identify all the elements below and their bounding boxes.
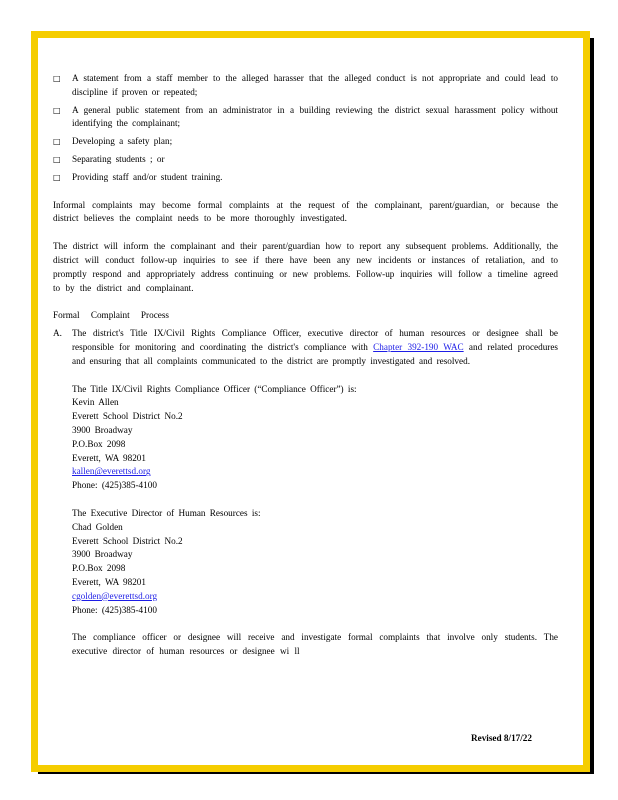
executive-director-contact bbox=[72, 507, 558, 617]
contact-street: 3900 Broadway bbox=[72, 424, 133, 435]
wac-chapter-link[interactable]: Chapter 392-190 WAC bbox=[373, 341, 464, 352]
contact-intro: The Title IX/Civil Rights Compliance Officer (“Compliance Officer”) is: bbox=[72, 383, 357, 394]
contact-phone: Phone: (425)385-4100 bbox=[72, 604, 157, 615]
list-item-text: Providing staff and/or student training. bbox=[72, 171, 223, 182]
informal-complaints-paragraph: Informal complaints may become formal complaints at the request of the complainant, parent/guardian, or because the district believes the complaint needs to be more thoroughly investigated. bbox=[53, 199, 558, 224]
section-heading: Formal Complaint Process bbox=[53, 310, 169, 321]
contact-city: Everett, WA 98201 bbox=[72, 452, 146, 463]
inform-complainant-paragraph: The district will inform the complainant and their parent/guardian how to report any subsequent problems. Additionally, the district will conduct follow-up inquiries to see if there have been any new incidents or instances of retaliation, and to promptly respond and appropriately address continuing or new problems. Follow-up inquiries will follow a timeline agreed to by the district and complainant. bbox=[53, 241, 558, 293]
contact-name: Chad Golden bbox=[72, 521, 123, 532]
item-a-text-after: and related procedures and ensuring that all complaints communicated to the district are promptly investigated and resolved. bbox=[72, 341, 558, 366]
item-label: A. bbox=[53, 328, 62, 339]
item-a bbox=[53, 327, 558, 659]
list-item bbox=[53, 72, 558, 100]
contact-phone: Phone: (425)385-4100 bbox=[72, 480, 157, 491]
list-item-text: A general public statement from an administrator in a building reviewing the district sexual harassment policy without identifying the complainant; bbox=[72, 104, 558, 129]
contact-intro: The Executive Director of Human Resources is: bbox=[72, 507, 261, 518]
bullet-icon: □ bbox=[53, 154, 61, 164]
item-body bbox=[72, 327, 558, 659]
list-item bbox=[53, 153, 558, 167]
bullet-icon: □ bbox=[53, 105, 61, 115]
document-body bbox=[53, 72, 558, 659]
list-item bbox=[53, 104, 558, 132]
bullet-icon: □ bbox=[53, 74, 61, 83]
bullet-icon: □ bbox=[53, 137, 61, 147]
contact-org: Everett School District No.2 bbox=[72, 535, 183, 546]
revision-date: Revised 8/17/22 bbox=[471, 733, 532, 743]
final-paragraph: The compliance officer or designee will receive and investigate formal complaints that involve only students. The executive director of human resources or designee wi ll bbox=[72, 632, 558, 657]
list-item-text: A statement from a staff member to the alleged harasser that the alleged conduct is not appropriate and could lead to discipline if proven or repeated; bbox=[72, 73, 558, 97]
list-item bbox=[53, 171, 558, 185]
contact-city: Everett, WA 98201 bbox=[72, 576, 146, 587]
contact-pobox: P.O.Box 2098 bbox=[72, 563, 126, 574]
contact-pobox: P.O.Box 2098 bbox=[72, 438, 126, 449]
contact-email-link[interactable]: kallen@everettsd.org bbox=[72, 466, 151, 477]
bullet-icon: □ bbox=[53, 172, 61, 182]
list-item-text: Developing a safety plan; bbox=[72, 136, 173, 147]
list-item-text: Separating students ; or bbox=[72, 153, 165, 164]
contact-name: Kevin Allen bbox=[72, 397, 119, 408]
contact-org: Everett School District No.2 bbox=[72, 411, 183, 422]
compliance-officer-contact bbox=[72, 383, 558, 493]
bullet-list bbox=[53, 72, 558, 185]
item-a-text-before: The district's Title IX/Civil Rights Compliance Officer, executive director of human resources or designee shall be responsible for monitoring and coordinating the district's compliance with bbox=[72, 328, 558, 352]
item-a-text bbox=[72, 327, 558, 368]
contact-street: 3900 Broadway bbox=[72, 549, 133, 560]
contact-email-link[interactable]: cgolden@everettsd.org bbox=[72, 590, 158, 601]
list-item bbox=[53, 135, 558, 149]
